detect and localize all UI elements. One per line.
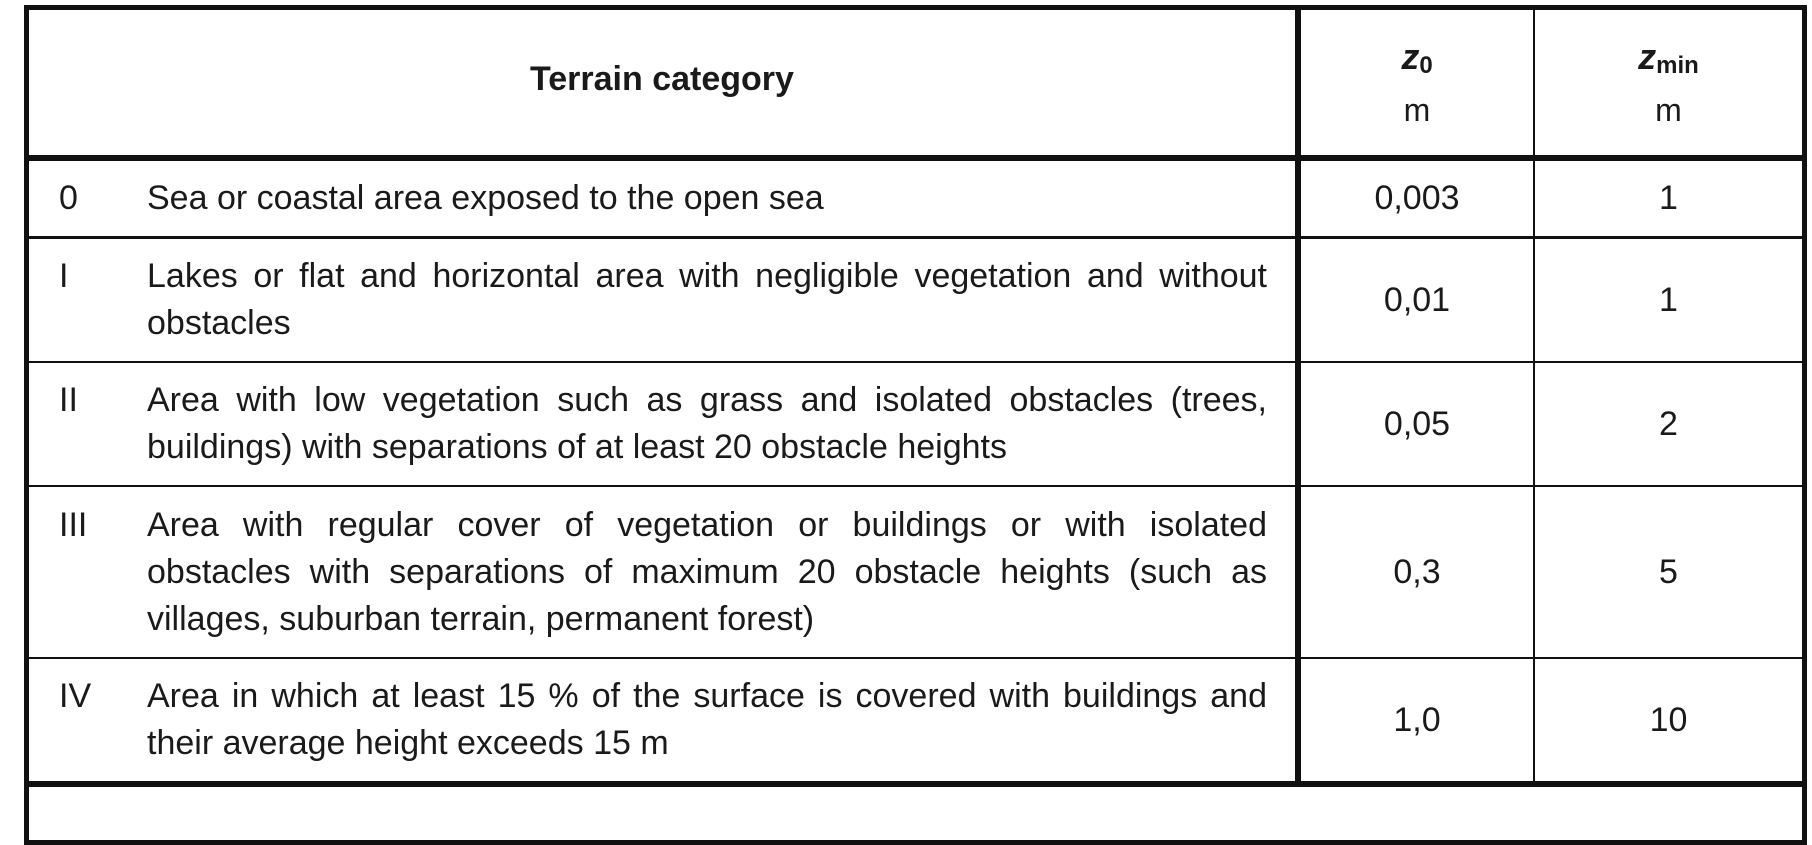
table-row — [29, 238, 1802, 363]
header-zmin — [1534, 10, 1802, 158]
z0-unit: m — [1403, 92, 1431, 129]
table-row — [29, 486, 1802, 658]
z0-value: 0,01 — [1298, 238, 1534, 363]
zmin-unit: m — [1655, 92, 1682, 129]
zmin-value: 1 — [1534, 158, 1802, 238]
zmin-value: 2 — [1534, 362, 1802, 486]
category-code: 0 — [59, 179, 78, 217]
category-description: Area with regular cover of vegetation or buildings or with isolated obstacles with separations of maximum 20 obstacle heights (such as villages, suburban terrain, permanent forest) — [147, 505, 1267, 638]
header-z0 — [1298, 10, 1534, 158]
z0-symbol: $z_0$ — [1401, 35, 1433, 79]
table-row — [29, 158, 1802, 238]
category-code: III — [59, 505, 88, 544]
header-terrain-category: Terrain category — [29, 10, 1298, 158]
z0-value: 0,3 — [1298, 486, 1534, 658]
zmin-value: 10 — [1534, 658, 1802, 784]
table-header-row — [29, 10, 1802, 158]
zmin-value: 5 — [1534, 486, 1802, 658]
category-code: IV — [59, 677, 92, 715]
z0-value: 1,0 — [1298, 658, 1534, 784]
terrain-category-table — [29, 10, 1802, 787]
category-description: Area in which at least 15 % of the surface is covered with buildings and their average height exceeds 15 m — [147, 677, 1267, 762]
zmin-symbol: $z_{min}$ — [1638, 35, 1699, 79]
table-row — [29, 658, 1802, 784]
category-description: Sea or coastal area exposed to the open sea — [147, 179, 824, 217]
table-row — [29, 362, 1802, 486]
z0-value: 0,003 — [1298, 158, 1534, 238]
category-description: Area with low vegetation such as grass and isolated obstacles (trees, buildings) with separations of at least 20 obstacle heights — [147, 381, 1267, 466]
category-description: Lakes or flat and horizontal area with negligible vegetation and without obstacles — [147, 257, 1267, 342]
terrain-table — [24, 5, 1807, 845]
z0-value: 0,05 — [1298, 362, 1534, 486]
category-code: I — [59, 257, 69, 295]
zmin-value: 1 — [1534, 238, 1802, 363]
category-code: II — [59, 381, 78, 419]
